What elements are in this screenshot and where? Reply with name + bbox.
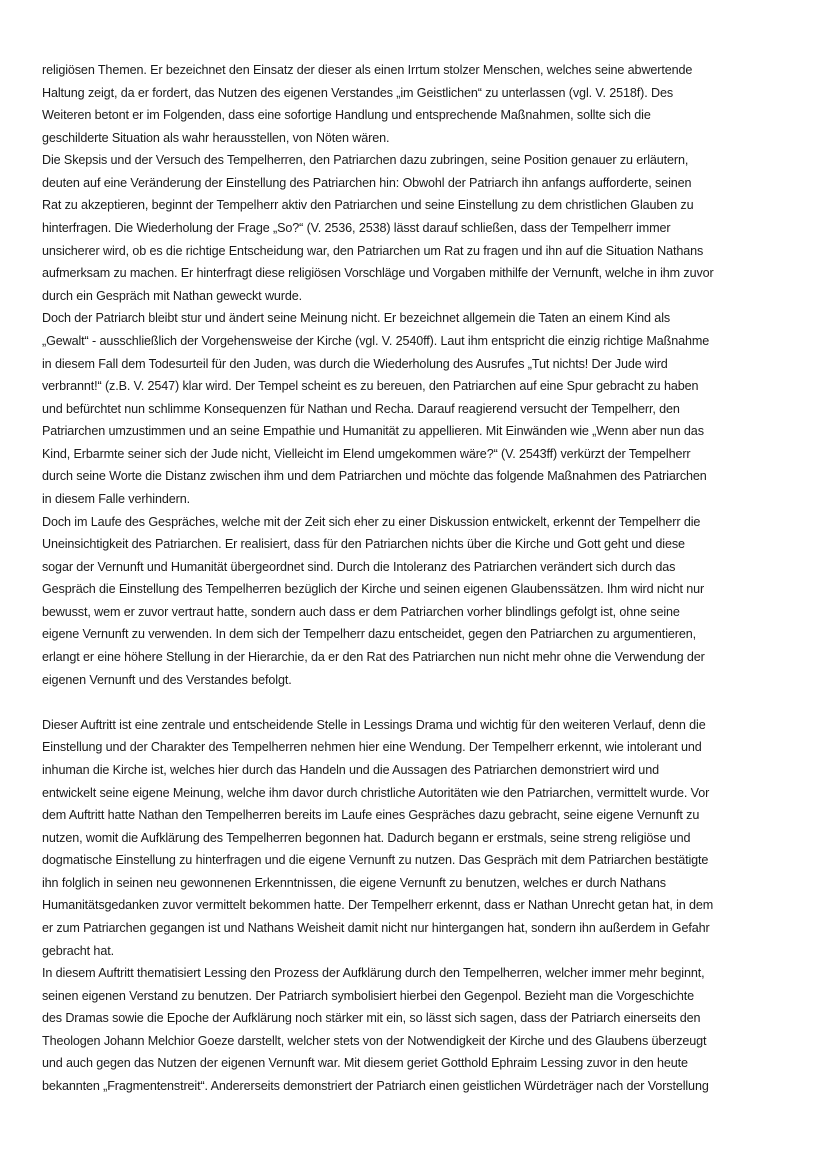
text-line: deuten auf eine Veränderung der Einstellung des Patriarchen hin: Obwohl der Patriarch ihn anfangs aufforderte, seinen bbox=[42, 175, 692, 190]
paragraph bbox=[42, 714, 802, 962]
text-line: Humanitätsgedanken zuvor vermittelt bekommen hatte. Der Tempelherr erkennt, dass er Nathan Unrecht getan hat, in dem bbox=[42, 898, 714, 913]
text-line: und befürchtet nun schlimme Konsequenzen für Nathan und Recha. Darauf reagierend versucht der Tempelherr, den bbox=[42, 401, 680, 416]
text-line: bekannten „Fragmentenstreit“. Andererseits demonstriert der Patriarch einen geistlichen Würdeträger nach der Vorstellung bbox=[42, 1079, 709, 1094]
text-line: ihn folglich in seinen neu gewonnenen Erkenntnissen, die eigene Vernunft zu benutzen, welches er durch Nathans bbox=[42, 875, 666, 890]
text-line: Uneinsichtigkeit des Patriarchen. Er realisiert, dass für den Patriarchen nichts über die Kirche und Gott geht und diese bbox=[42, 537, 685, 552]
text-line: Weiteren betont er im Folgenden, dass eine sofortige Handlung und entsprechende Maßnahmen, sollte sich die bbox=[42, 108, 651, 123]
text-line: seinen eigenen Verstand zu benutzen. Der Patriarch symbolisiert hierbei den Gegenpol. Bezieht man die Vorgeschichte bbox=[42, 988, 694, 1003]
text-line: Gespräch die Einstellung des Tempelherren bezüglich der Kirche und seinen eigenen Glaubenssätzen. Ihm wird nicht nur bbox=[42, 582, 705, 597]
paragraph bbox=[42, 962, 802, 1097]
text-line: bewusst, wem er zuvor vertraut hatte, sondern auch dass er dem Patriarchen vorher blindlings gefolgt ist, ohne seine bbox=[42, 604, 680, 619]
document-page bbox=[42, 59, 802, 1098]
paragraph-spacer bbox=[42, 691, 802, 714]
text-line: eigene Vernunft zu verwenden. In dem sich der Tempelherr dazu entscheidet, gegen den Patriarchen zu argumentieren, bbox=[42, 627, 696, 642]
text-line: dem Auftritt hatte Nathan den Tempelherren bereits im Laufe eines Gespräches dazu gebracht, seine eigene Vernunft zu bbox=[42, 808, 700, 823]
text-line: aufmerksam zu machen. Er hinterfragt diese religiösen Vorschläge und Vorgaben mithilfe der Vernunft, welche in ihm zuvor bbox=[42, 266, 714, 281]
text-line: In diesem Auftritt thematisiert Lessing den Prozess der Aufklärung durch den Tempelherren, welcher immer mehr beginnt, bbox=[42, 966, 705, 981]
text-line: eigenen Vernunft und des Verstandes befolgt. bbox=[42, 672, 292, 687]
text-line: verbrannt!“ (z.B. V. 2547) klar wird. Der Tempel scheint es zu bereuen, den Patriarchen auf eine Spur gebracht zu haben bbox=[42, 379, 699, 394]
text-line: Rat zu akzeptieren, beginnt der Tempelherr aktiv den Patriarchen und seine Einstellung zu dem christlichen Glauben zu bbox=[42, 198, 694, 213]
text-line: hinterfragen. Die Wiederholung der Frage „So?“ (V. 2536, 2538) lässt darauf schließen, dass der Tempelherr immer bbox=[42, 221, 671, 236]
text-line: Die Skepsis und der Versuch des Tempelherren, den Patriarchen dazu zubringen, seine Position genauer zu erläutern, bbox=[42, 153, 689, 168]
text-line: religiösen Themen. Er bezeichnet den Einsatz der dieser als einen Irrtum stolzer Menschen, welches seine abwertende bbox=[42, 63, 693, 77]
text-line: Theologen Johann Melchior Goeze darstellt, welcher stets von der Notwendigkeit der Kirche und des Glaubens überzeugt bbox=[42, 1033, 707, 1048]
text-line: Dieser Auftritt ist eine zentrale und entscheidende Stelle in Lessings Drama und wichtig für den weiteren Verlauf, denn die bbox=[42, 717, 706, 732]
text-line: „Gewalt“ - ausschließlich der Vorgehensweise der Kirche (vgl. V. 2540ff). Laut ihm entspricht die einzig richtige Maßnahme bbox=[42, 333, 710, 348]
text-line: Einstellung und der Charakter des Tempelherren nehmen hier eine Wendung. Der Tempelherr erkennt, wie intolerant und bbox=[42, 740, 702, 755]
text-line: Haltung zeigt, da er fordert, das Nutzen des eigenen Verstandes „im Geistlichen“ zu unterlassen (vgl. V. 2518f). Des bbox=[42, 85, 674, 100]
text-line: des Dramas sowie die Epoche der Aufklärung noch stärker mit ein, so lässt sich sagen, dass der Patriarch einerseits den bbox=[42, 1011, 701, 1026]
paragraph bbox=[42, 59, 802, 149]
text-line: Doch der Patriarch bleibt stur und ändert seine Meinung nicht. Er bezeichnet allgemein die Taten an einem Kind als bbox=[42, 311, 671, 326]
text-line: unsicherer wird, ob es die richtige Entscheidung war, den Patriarchen um Rat zu fragen und ihn auf die Situation Nathans bbox=[42, 243, 704, 258]
text-line: inhuman die Kirche ist, welches hier durch das Handeln und die Aussagen des Patriarchen demonstriert wird und bbox=[42, 762, 659, 777]
paragraph bbox=[42, 511, 802, 692]
text-line: in diesem Falle verhindern. bbox=[42, 491, 190, 506]
text-line: durch ein Gespräch mit Nathan geweckt wurde. bbox=[42, 288, 303, 303]
text-line: durch seine Worte die Distanz zwischen ihm und dem Patriarchen und möchte das folgende Maßnahmen des Patriarchen bbox=[42, 469, 707, 484]
text-line: er zum Patriarchen gegangen ist und Nathans Weisheit damit nicht nur hintergangen hat, sondern ihn außerdem in Gefahr bbox=[42, 920, 710, 935]
text-line: entwickelt seine eigene Meinung, welche ihm davor durch christliche Autoritäten wie den Patriarchen, vermittelt wurde. Vor bbox=[42, 785, 710, 800]
text-line: nutzen, womit die Aufklärung des Tempelherren begonnen hat. Dadurch begann er erstmals, seine streng religiöse und bbox=[42, 830, 691, 845]
text-line: Kind, Erbarmte seiner sich der Jude nicht, Vielleicht im Elend umgekommen wäre?“ (V. 2543ff) verkürzt der Tempelherr bbox=[42, 446, 691, 461]
text-line: Doch im Laufe des Gespräches, welche mit der Zeit sich eher zu einer Diskussion entwickelt, erkennt der Tempelherr die bbox=[42, 514, 701, 529]
text-line: gebracht hat. bbox=[42, 943, 114, 958]
text-line: Patriarchen umzustimmen und an seine Empathie und Humanität zu appellieren. Mit Einwänden wie „Wenn aber nun das bbox=[42, 424, 704, 439]
paragraph bbox=[42, 149, 802, 307]
text-line: dogmatische Einstellung zu hinterfragen und die eigene Vernunft zu nutzen. Das Gespräch mit dem Patriarchen bestätigte bbox=[42, 853, 709, 868]
text-line: in diesem Fall dem Todesurteil für den Juden, was durch die Wiederholung des Ausrufes „Tut nichts! Der Jude wird bbox=[42, 356, 668, 371]
paragraph bbox=[42, 307, 802, 510]
text-line: erlangt er eine höhere Stellung in der Hierarchie, da er den Rat des Patriarchen nun nicht mehr ohne die Verwendung der bbox=[42, 650, 705, 665]
text-line: sogar der Vernunft und Humanität übergeordnet sind. Durch die Intoleranz des Patriarchen verändert sich durch das bbox=[42, 559, 676, 574]
text-line: geschilderte Situation als wahr herausstellen, von Nöten wären. bbox=[42, 130, 390, 145]
text-line: und auch gegen das Nutzen der eigenen Vernunft war. Mit diesem geriet Gotthold Ephraim Lessing zuvor in den heute bbox=[42, 1056, 688, 1071]
